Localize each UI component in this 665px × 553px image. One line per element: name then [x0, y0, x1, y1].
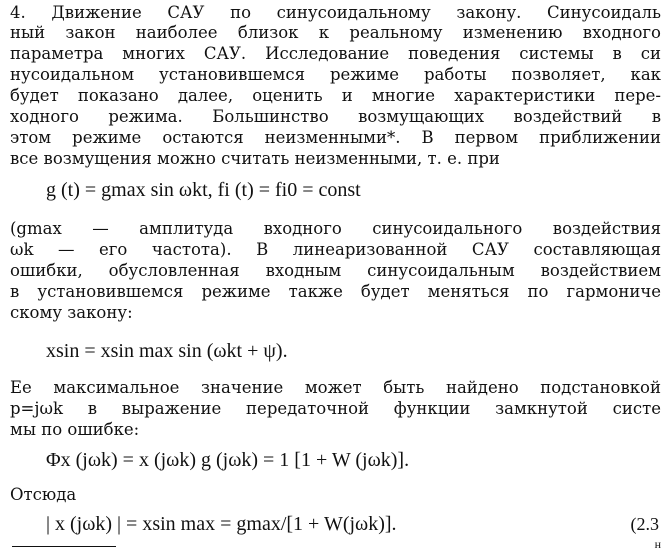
equation-number: (2.3	[630, 514, 659, 534]
text-line: p=jωk в выражение передаточной функции замкнутой систе	[10, 399, 661, 418]
text-line: нусоидальном установившемся режиме работы позволяет, как	[10, 65, 661, 84]
footnote-rule	[12, 546, 116, 547]
formula: g (t) = gmax sin ωkt, fi (t) = fi0 = const	[46, 179, 361, 201]
text-line: (gmax — амплитуда входного синусоидального воздействия	[10, 219, 661, 238]
text-line: будет показано далее, оценить и многие характеристики пере-	[10, 86, 661, 105]
text-line: мы по ошибке:	[10, 420, 140, 439]
text-line: все возмущения можно считать неизменными, т. е. при	[10, 149, 500, 168]
formula: Φx (jωk) = x (jωk) g (jωk) = 1 [1 + W (jωk)].	[46, 449, 410, 471]
text-line: этом режиме остаются неизменными*. В первом приближении	[10, 128, 661, 147]
text-line: ωk — его частота). В линеаризованной САУ составляющая	[10, 240, 661, 259]
text-line: ный закон наиболее близок к реальному изменению входного	[10, 23, 661, 42]
text-line: в установившемся режиме также будет меняться по гармониче	[10, 282, 661, 301]
text-line: Ее максимальное значение может быть найдено подстановкой	[10, 378, 661, 397]
text-line: скому закону:	[10, 303, 133, 322]
text-line: Отсюда	[10, 485, 77, 504]
text-line: параметра многих САУ. Исследование поведения системы в си	[10, 44, 661, 63]
text-line: ошибки, обусловленная входным синусоидальным воздействием	[10, 261, 661, 280]
text-line: ходного режима. Большинство возмущающих воздействий в	[10, 107, 661, 126]
text-line: 4. Движение САУ по синусоидальному закону. Синусоидаль	[10, 3, 661, 22]
corner-mark: н	[654, 537, 661, 551]
formula: xsin = xsin max sin (ωkt + ψ).	[46, 340, 288, 362]
formula: | x (jωk) | = xsin max = gmax/[1 + W(jωk)].	[46, 513, 397, 535]
